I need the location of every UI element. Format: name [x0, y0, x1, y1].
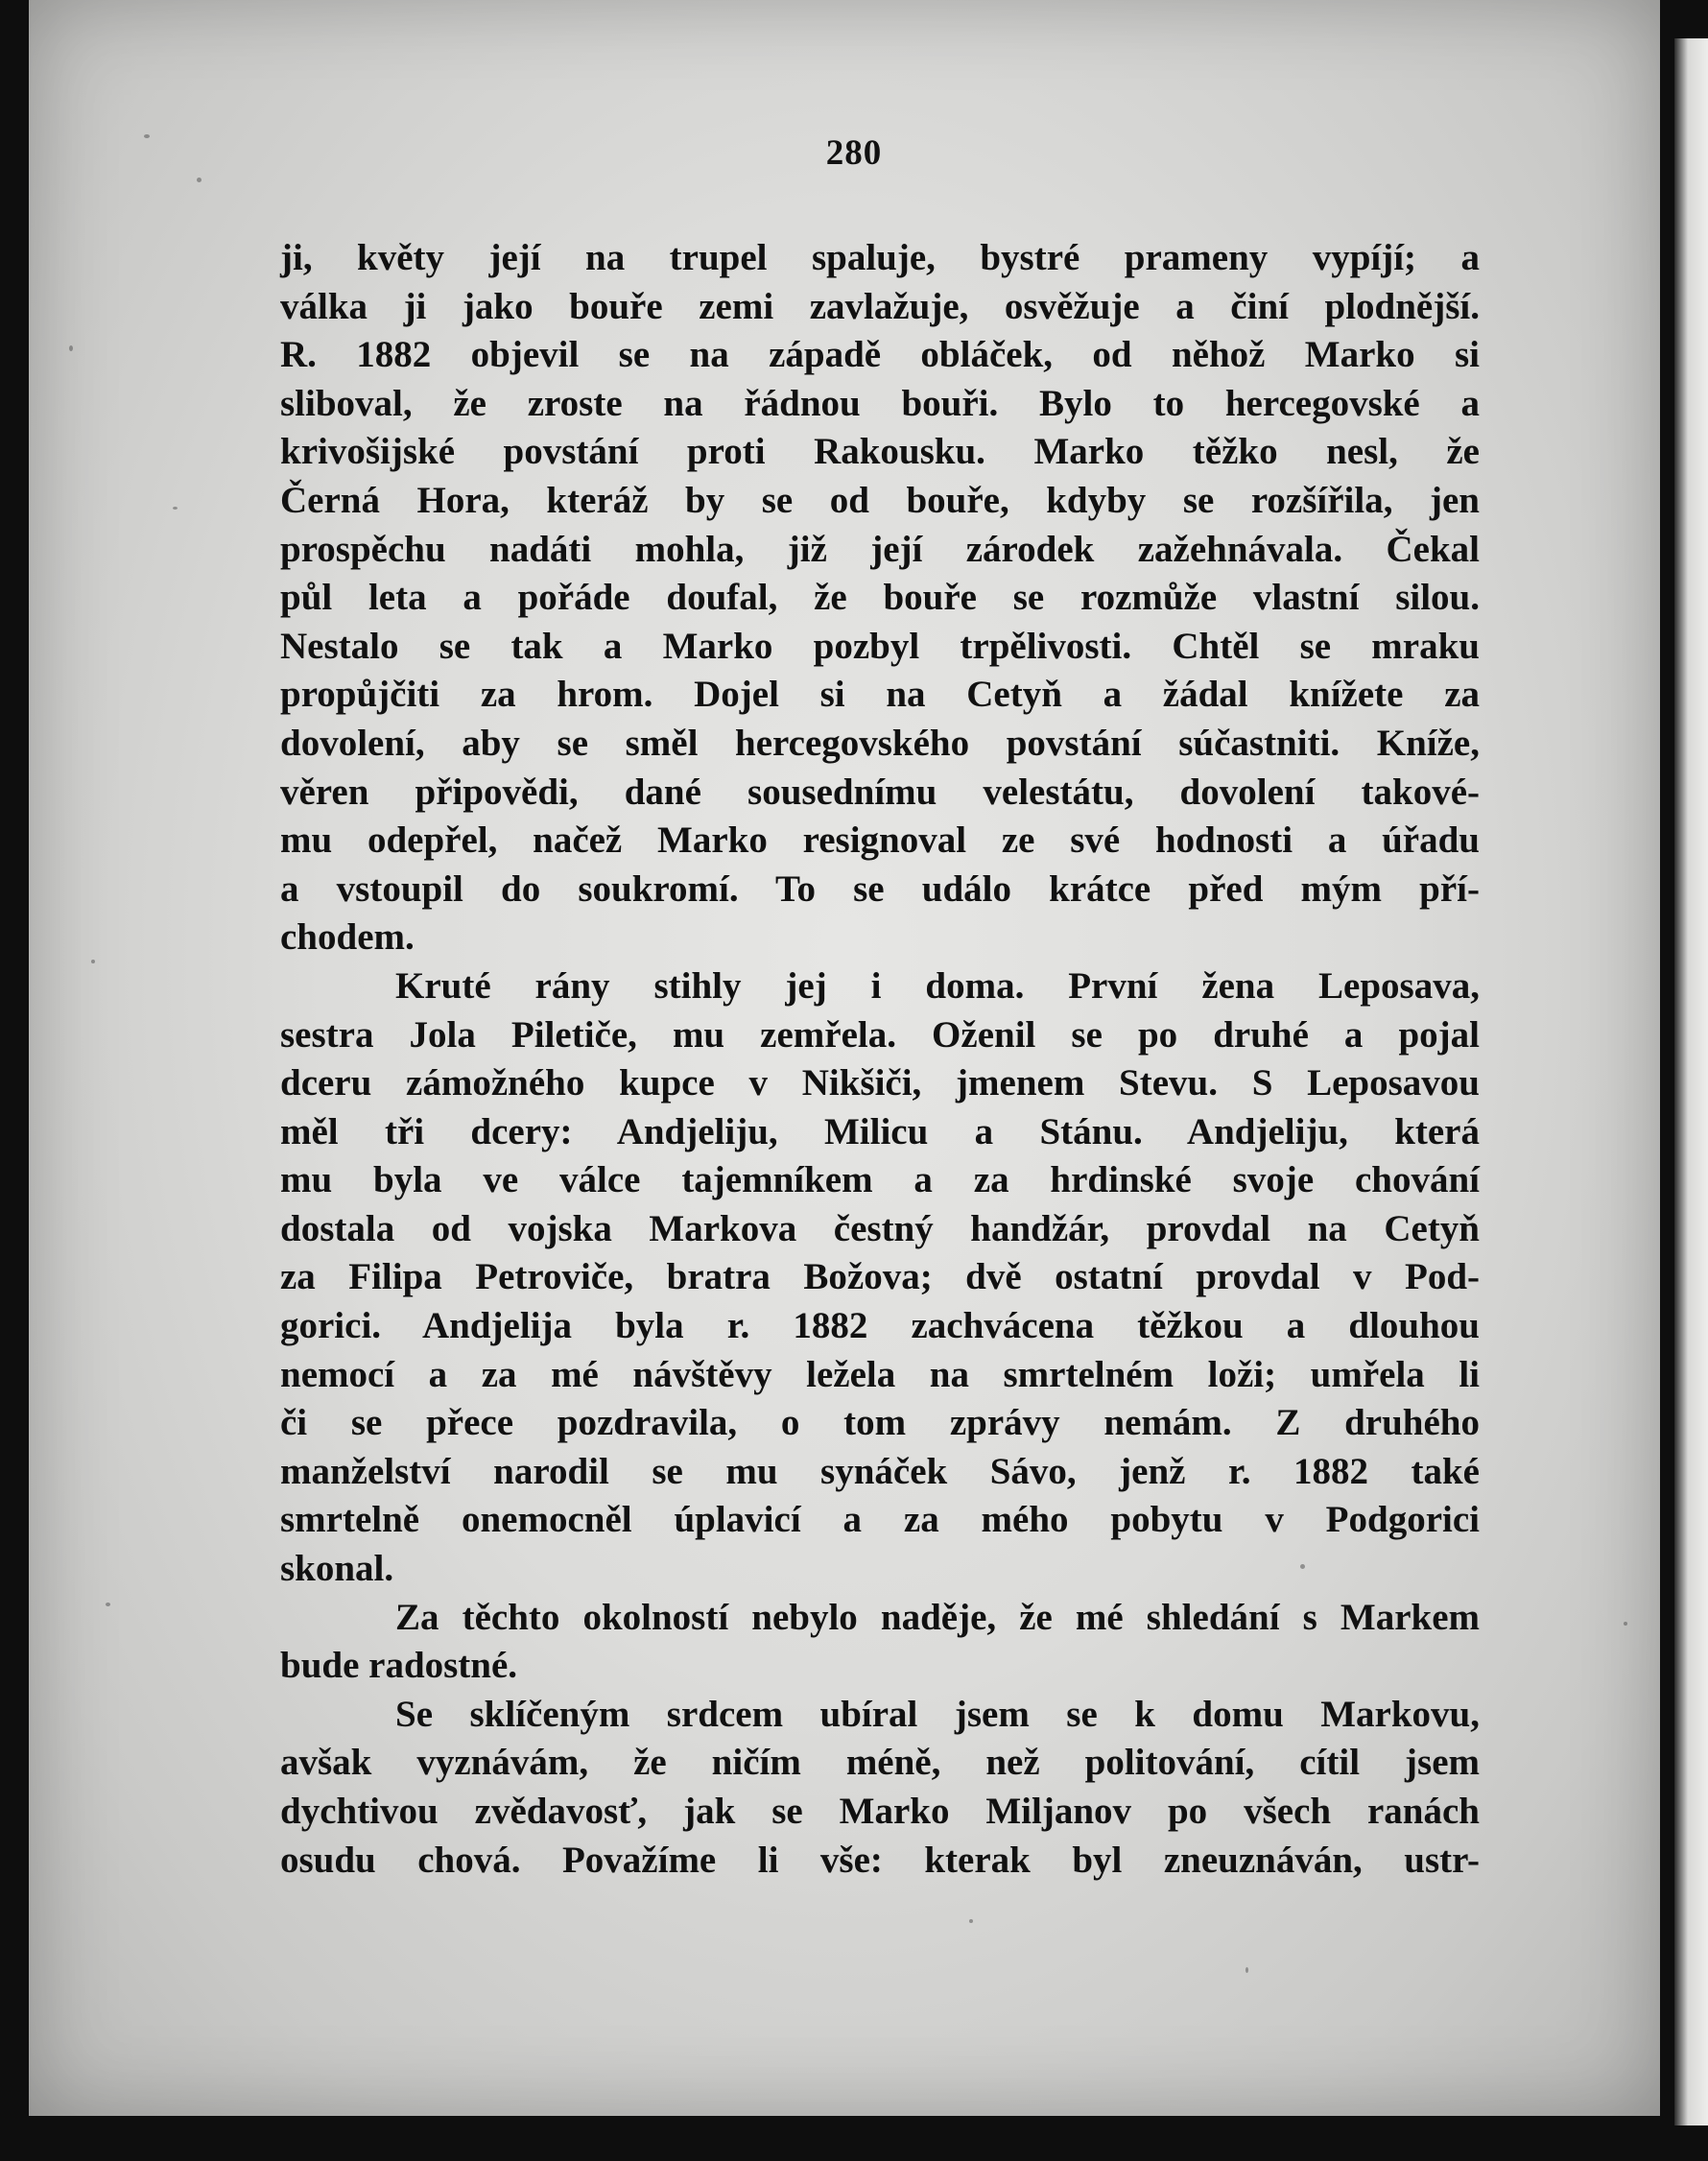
text-line: R. 1882 objevil se na západě obláček, od něhož Marko si [280, 334, 1480, 376]
text-line: smrtelně onemocněl úplavicí a za mého pobytu v Podgorici [280, 1499, 1480, 1541]
text-line: prospěchu nadáti mohla, již její zárodek zažehnávala. Čekal [280, 528, 1480, 570]
text-line: dostala od vojska Markova čestný handžár, provdal na Cetyň [280, 1207, 1480, 1249]
facing-page-edge [1674, 38, 1708, 2125]
text-line: mu byla ve válce tajemníkem a za hrdinské svoje chování [280, 1159, 1480, 1201]
page-number: 280 [825, 133, 883, 173]
text-line: Za těchto okolností nebylo naděje, že mé shledání s Markem [395, 1596, 1480, 1638]
text-line: Se sklíčeným srdcem ubíral jsem se k domu Markovu, [395, 1693, 1480, 1735]
text-line: avšak vyznávám, že ničím méně, než politování, cítil jsem [280, 1742, 1480, 1784]
text-line: skonal. [280, 1548, 394, 1590]
scan-speck [91, 960, 95, 963]
text-line: dovolení, aby se směl hercegovského povstání súčastniti. Kníže, [280, 722, 1480, 764]
text-line: krivošijské povstání proti Rakousku. Marko těžko nesl, že [280, 431, 1480, 473]
text-line: chodem. [280, 916, 415, 959]
text-line: gorici. Andjelija byla r. 1882 zachvácena těžkou a dlouhou [280, 1305, 1480, 1347]
text-line: věren připovědi, dané sousednímu velestátu, dovolení takové- [280, 771, 1480, 813]
scan-speck [1624, 1622, 1627, 1626]
text-line: ji, květy její na trupel spaluje, bystré prameny vypíjí; a [280, 237, 1480, 278]
text-line: půl leta a pořáde doufal, že bouře se rozmůže vlastní silou. [280, 577, 1480, 619]
text-line: sliboval, že zroste na řádnou bouři. Bylo to hercegovské a [280, 382, 1480, 424]
text-line: manželství narodil se mu synáček Sávo, jenž r. 1882 také [280, 1450, 1480, 1492]
text-line: válka ji jako bouře zemi zavlažuje, osvěžuje a činí plodnější. [280, 285, 1480, 327]
scan-speck [69, 345, 73, 351]
text-line: Černá Hora, kteráž by se od bouře, kdyby se rozšířila, jen [280, 479, 1480, 521]
scan-speck [197, 178, 202, 182]
text-line: osudu chová. Považíme li vše: kterak byl zneuznáván, ustr- [280, 1839, 1480, 1881]
scan-speck [969, 1919, 973, 1923]
body-text [280, 234, 1480, 1885]
text-line: dychtivou zvědavosť, jak se Marko Miljanov po všech ranách [280, 1791, 1480, 1832]
text-line: bude radostné. [280, 1645, 518, 1687]
text-line: za Filipa Petroviče, bratra Božova; dvě ostatní provdal v Pod- [280, 1256, 1480, 1298]
scan-speck [1245, 1967, 1248, 1973]
text-line: sestra Jola Piletiče, mu zemřela. Oženil se po druhé a pojal [280, 1013, 1480, 1056]
text-line: měl tři dcery: Andjeliju, Milicu a Stánu. Andjeliju, která [280, 1110, 1480, 1152]
text-line: dceru zámožného kupce v Nikšiči, jmenem Stevu. S Leposavou [280, 1062, 1480, 1104]
text-line: či se přece pozdravila, o tom zprávy nemám. Z druhého [280, 1402, 1480, 1444]
text-line: propůjčiti za hrom. Dojel si na Cetyň a žádal knížete za [280, 674, 1480, 716]
text-line: Nestalo se tak a Marko pozbyl trpělivosti. Chtěl se mraku [280, 625, 1480, 667]
text-line: nemocí a za mé návštěvy ležela na smrtelném loži; umřela li [280, 1353, 1480, 1395]
scan-speck [106, 1603, 110, 1606]
text-line: mu odepřel, načež Marko resignoval ze své hodnosti a úřadu [280, 819, 1480, 862]
text-line: Kruté rány stihly jej i doma. První žena Leposava, [395, 964, 1480, 1007]
scan-speck [173, 507, 178, 510]
text-line: a vstoupil do soukromí. To se událo krátce před mým pří- [280, 867, 1480, 910]
